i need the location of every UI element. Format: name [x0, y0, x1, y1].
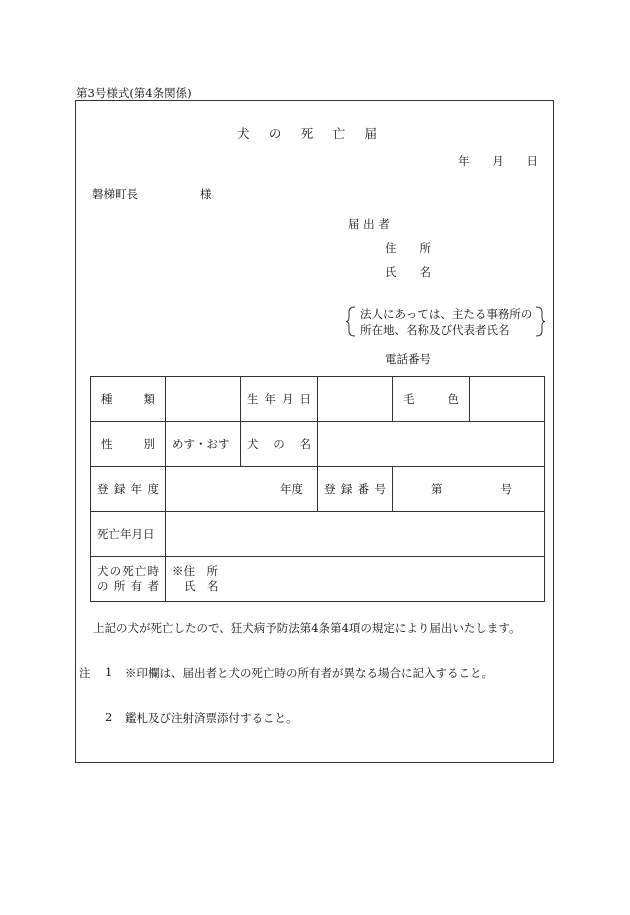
date-month: 月 [492, 154, 504, 168]
reg-number-label: 登 録 番 号 [318, 467, 393, 512]
reg-year-value[interactable]: 年度 [166, 467, 318, 512]
statement: 上記の犬が死亡したので、狂犬病予防法第4条第4項の規定により届出いたします。 [93, 621, 521, 635]
table-row [91, 377, 545, 422]
table-row [91, 512, 545, 557]
corporate-note-line2: 所在地、名称及び代表者氏名 [360, 323, 510, 337]
death-date-value[interactable] [166, 512, 545, 557]
death-date-label: 死亡年月日 [91, 512, 166, 557]
notifier-name-label: 氏 名 [385, 265, 431, 279]
birthdate-label: 生 年 月 日 [241, 377, 318, 422]
dog-info-table [90, 376, 545, 602]
sex-label: 性 別 [91, 422, 166, 467]
owner-value[interactable] [166, 557, 545, 602]
notifier-label: 届 出 者 [348, 217, 390, 231]
birthdate-value[interactable] [318, 377, 393, 422]
reg-number-value[interactable]: 第 号 [393, 467, 545, 512]
reg-year-label: 登 録 年 度 [91, 467, 166, 512]
sex-value[interactable]: めす・おす [166, 422, 241, 467]
form-number: 第3号様式(第4条関係) [76, 86, 192, 100]
notifier-address-label: 住 所 [385, 241, 431, 255]
table-row [91, 422, 545, 467]
notes-label: 注 [79, 666, 91, 680]
kind-value[interactable] [166, 377, 241, 422]
form-title: 犬 の 死 亡 届 [237, 126, 377, 141]
date-line [458, 153, 538, 169]
date-day: 日 [526, 154, 538, 168]
owner-label: 犬 の 死 亡 時 の 所 有 者 [91, 557, 166, 602]
date-year: 年 [458, 154, 470, 168]
note-2-number: 2 [105, 710, 113, 724]
phone-label: 電話番号 [385, 352, 431, 366]
addressee-honorific: 様 [200, 187, 212, 201]
dog-name-value[interactable] [318, 422, 545, 467]
table-row [91, 467, 545, 512]
corporate-note-line1: 法人にあっては、主たる事務所の [360, 307, 533, 321]
owner-address-label: ※住 所 [172, 564, 218, 578]
addressee-name: 磐梯町長 [92, 187, 138, 201]
dog-name-label: 犬 の 名 [241, 422, 318, 467]
note-1-number: 1 [105, 665, 113, 679]
coat-color-value[interactable] [470, 377, 545, 422]
kind-label: 種 類 [91, 377, 166, 422]
table-row [91, 557, 545, 602]
note-2-text: 鑑札及び注射済票添付すること。 [125, 711, 298, 725]
coat-color-label: 毛 色 [393, 377, 470, 422]
note-1-text: ※印欄は、届出者と犬の死亡時の所有者が異なる場合に記入すること。 [125, 666, 493, 680]
owner-name-label: 氏 名 [184, 579, 219, 593]
